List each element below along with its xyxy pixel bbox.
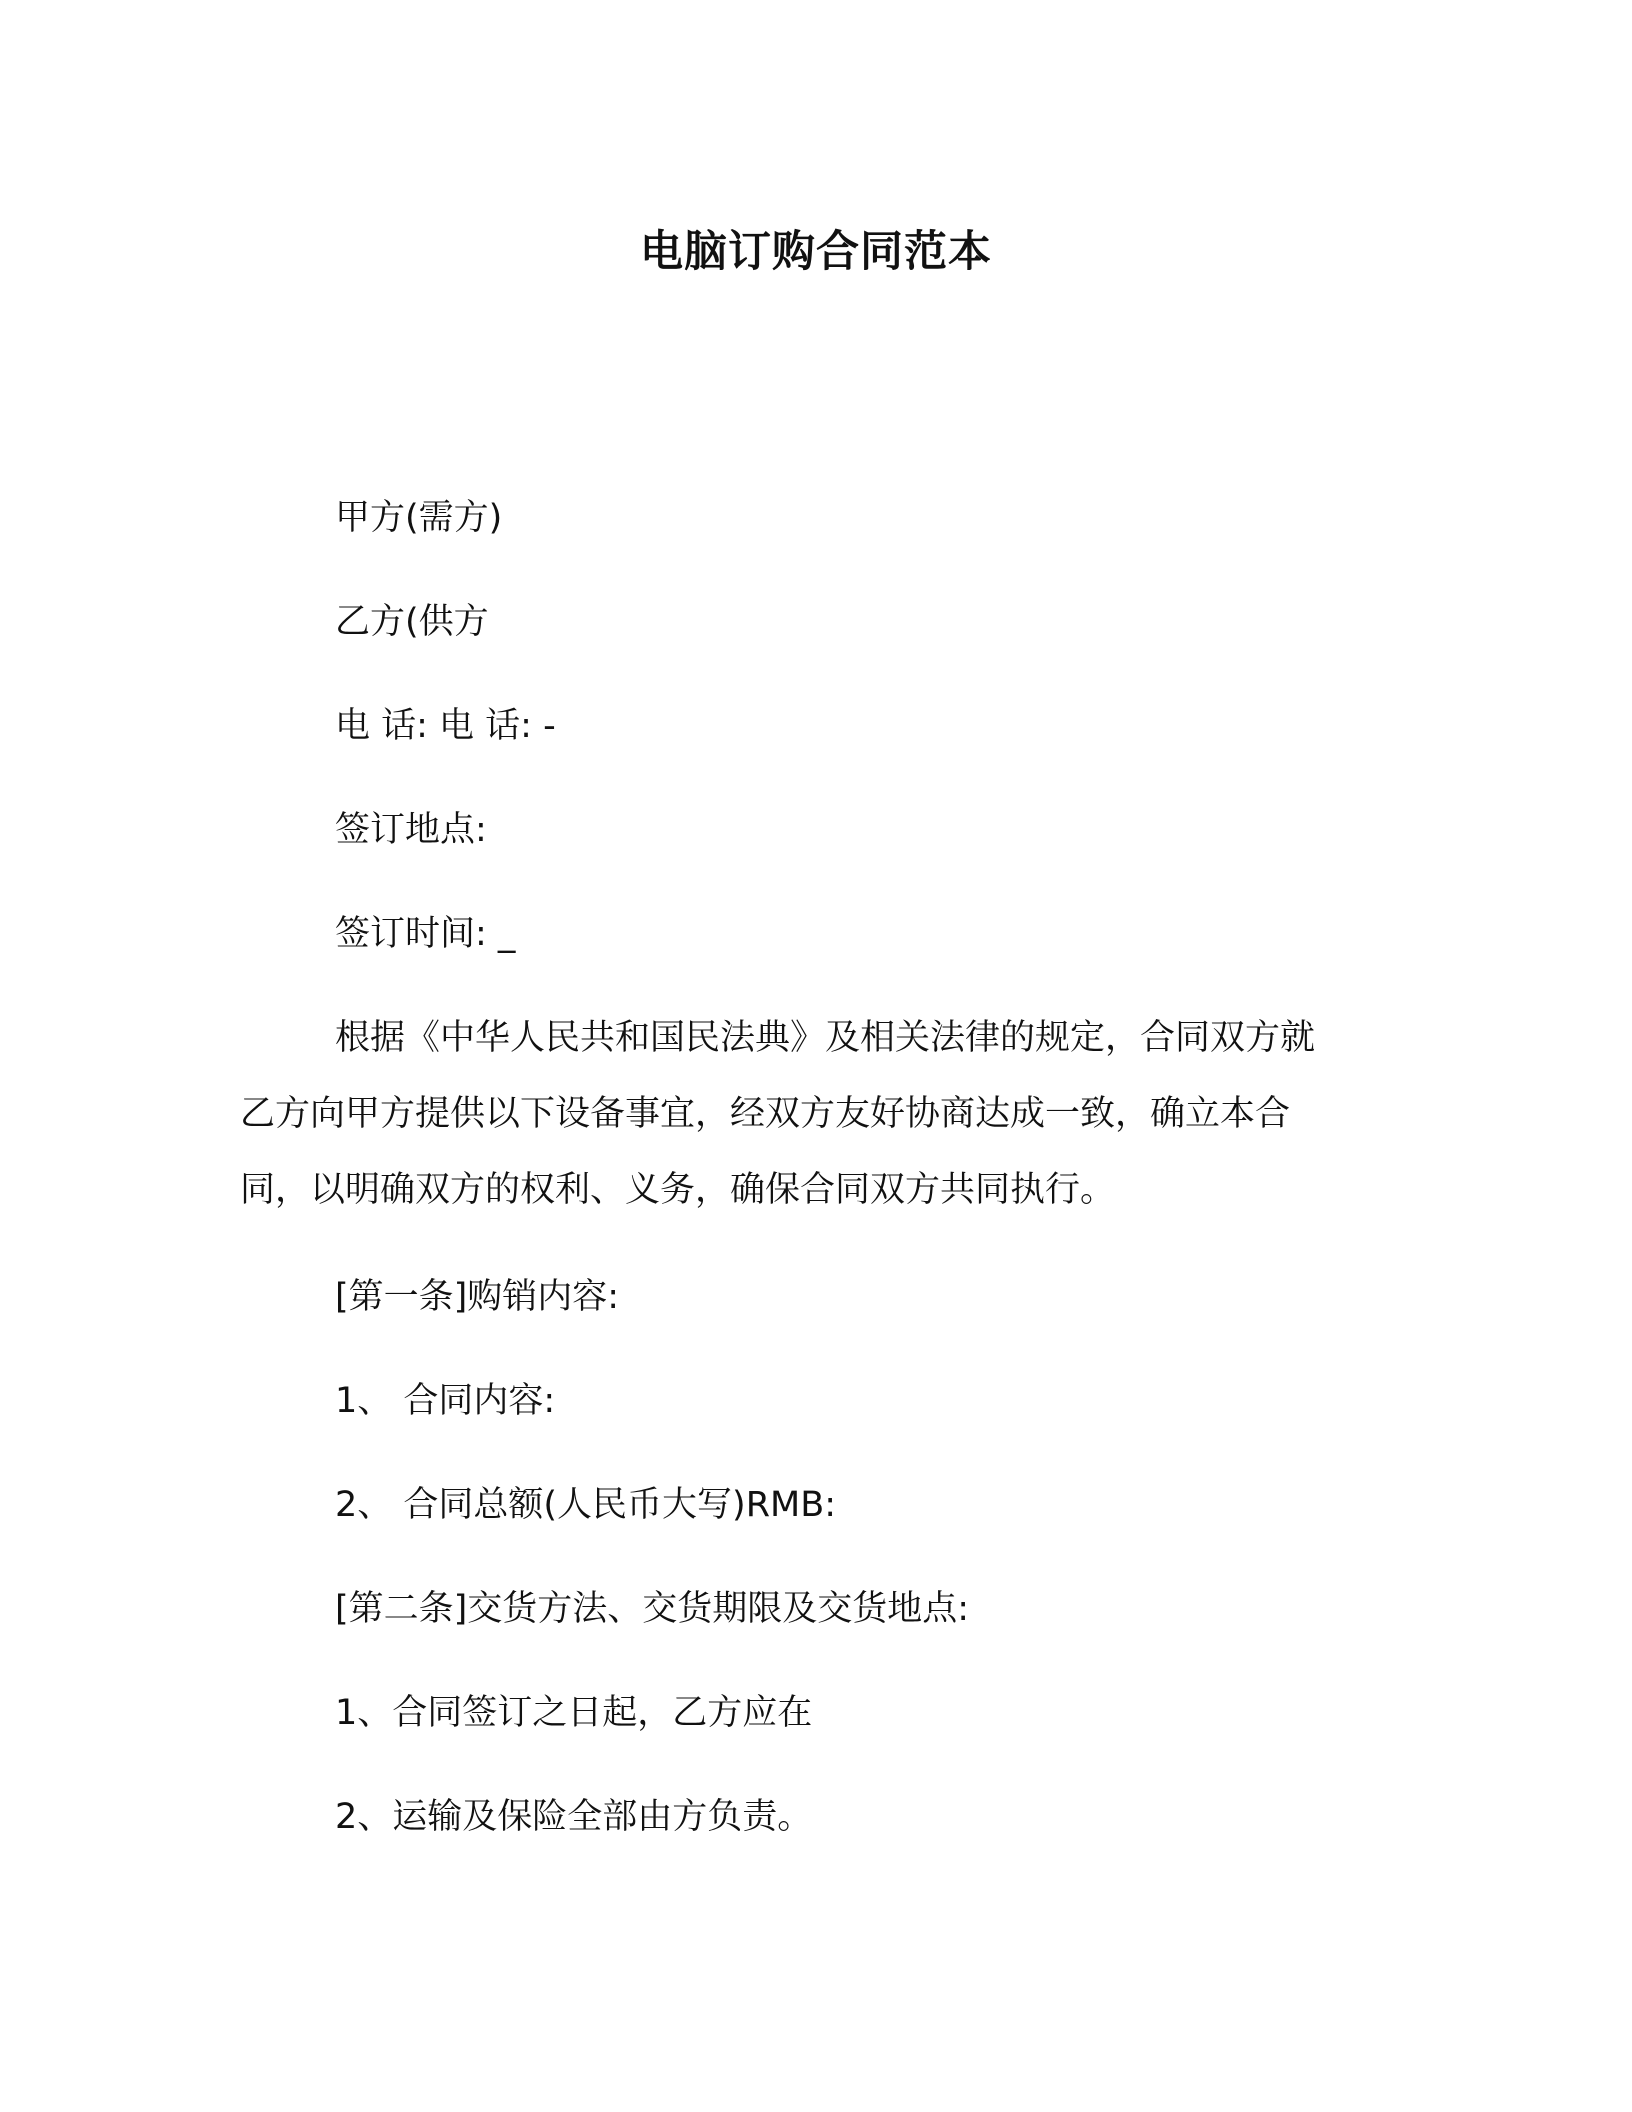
article-2-item-1: 1、合同签订之日起，乙方应在: [335, 1693, 813, 1733]
preamble-line-3: 同，以明确双方的权利、义务，确保合同双方共同执行。: [240, 1170, 1116, 1210]
preamble-line-2: 乙方向甲方提供以下设备事宜，经双方友好协商达成一致，确立本合: [240, 1094, 1291, 1134]
preamble-paragraph: [240, 1000, 1390, 1228]
party-a-line: 甲方(需方): [335, 498, 503, 538]
article-1-heading: [第一条]购销内容:: [335, 1277, 620, 1317]
article-2-item-2: 2、运输及保险全部由方负责。: [335, 1797, 813, 1837]
sign-time-line: 签订时间: _: [335, 914, 516, 954]
article-2-heading: [第二条]交货方法、交货期限及交货地点:: [335, 1589, 970, 1629]
article-1-item-1: 1、 合同内容:: [335, 1381, 556, 1421]
sign-place-line: 签订地点:: [335, 810, 487, 850]
phone-line: 电 话: 电 话: -: [335, 706, 556, 746]
party-b-line: 乙方(供方: [335, 602, 489, 642]
document-title: 电脑订购合同范本: [640, 227, 992, 277]
preamble-line-1: 根据《中华人民共和国民法典》及相关法律的规定，合同双方就: [335, 1018, 1316, 1058]
article-1-item-2: 2、 合同总额(人民币大写)RMB:: [335, 1485, 837, 1525]
